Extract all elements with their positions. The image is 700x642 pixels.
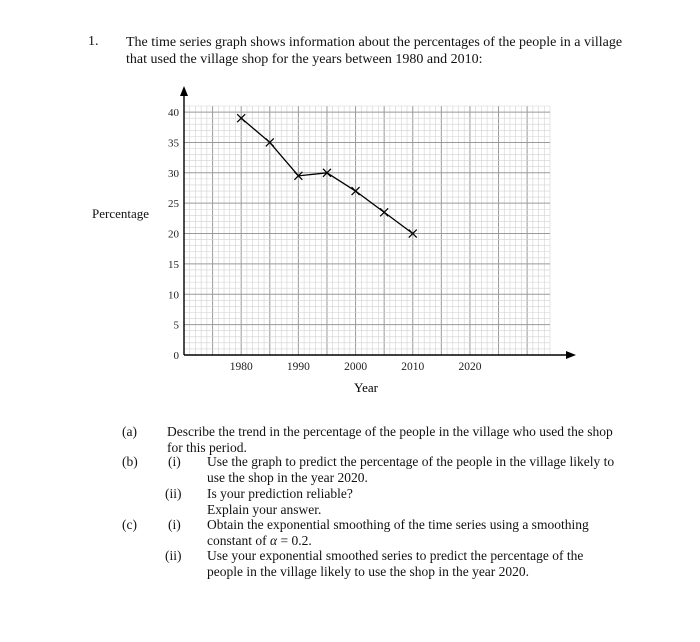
- part-b-i-label: (i): [168, 454, 181, 469]
- y-tick-label: 40: [168, 107, 179, 120]
- y-tick-label: 30: [168, 167, 179, 180]
- alpha-symbol: α: [270, 533, 278, 548]
- y-tick-label: 0: [173, 350, 179, 362]
- y-tick-label: 35: [168, 137, 179, 150]
- y-axis-arrow: [180, 86, 188, 96]
- y-tick-label: 10: [168, 289, 179, 302]
- part-c-i-text-post: .: [308, 533, 312, 548]
- y-tick-label: 25: [168, 198, 179, 211]
- x-tick-label: 2020: [458, 361, 482, 373]
- part-a-text: Describe the trend in the percentage of the people in the village who used the shop for this period.: [167, 424, 613, 455]
- alpha-value: = 0.2: [280, 533, 309, 548]
- part-c-ii-label: (ii): [165, 548, 182, 563]
- part-c-ii-text: Use your exponential smoothed series to predict the percentage of the people in the village likely to use the shop in the year 2020.: [207, 548, 584, 579]
- part-b-label: (b): [122, 454, 138, 469]
- x-tick-label: 2010: [401, 361, 425, 373]
- x-axis-arrow: [566, 351, 576, 359]
- part-b-ii-label: (ii): [165, 486, 182, 501]
- question-intro: The time series graph shows information about the percentages of the people in a village that used the village shop for the years between 1980 and 2010:: [126, 35, 623, 67]
- part-b-i-text: Use the graph to predict the percentage of the people in the village likely to use the shop in the year 2020.: [207, 454, 615, 485]
- chart-axes: [180, 86, 576, 359]
- chart-tick-labels: [168, 107, 482, 373]
- part-b-ii-line2: Explain your answer.: [207, 502, 322, 517]
- part-c-i-text: [207, 517, 617, 549]
- x-tick-label: 1980: [229, 361, 253, 373]
- part-c-i-label: (i): [168, 517, 181, 532]
- question-number: 1.: [88, 34, 99, 49]
- x-tick-label: 2000: [344, 361, 368, 373]
- chart-grid: [184, 106, 550, 355]
- y-axis-label: Percentage: [92, 206, 150, 221]
- y-tick-label: 5: [173, 319, 179, 332]
- x-axis-label: Year: [354, 380, 378, 395]
- y-tick-label: 15: [168, 258, 179, 271]
- part-b-ii-line1: Is your prediction reliable?: [207, 486, 353, 501]
- y-tick-label: 20: [168, 228, 179, 241]
- part-c-i-text-pre: Obtain the exponential smoothing of the time series using a smoothing constant of: [207, 517, 589, 548]
- x-tick-label: 1990: [286, 361, 310, 373]
- part-a-label: (a): [122, 424, 137, 439]
- part-c-label: (c): [122, 517, 137, 532]
